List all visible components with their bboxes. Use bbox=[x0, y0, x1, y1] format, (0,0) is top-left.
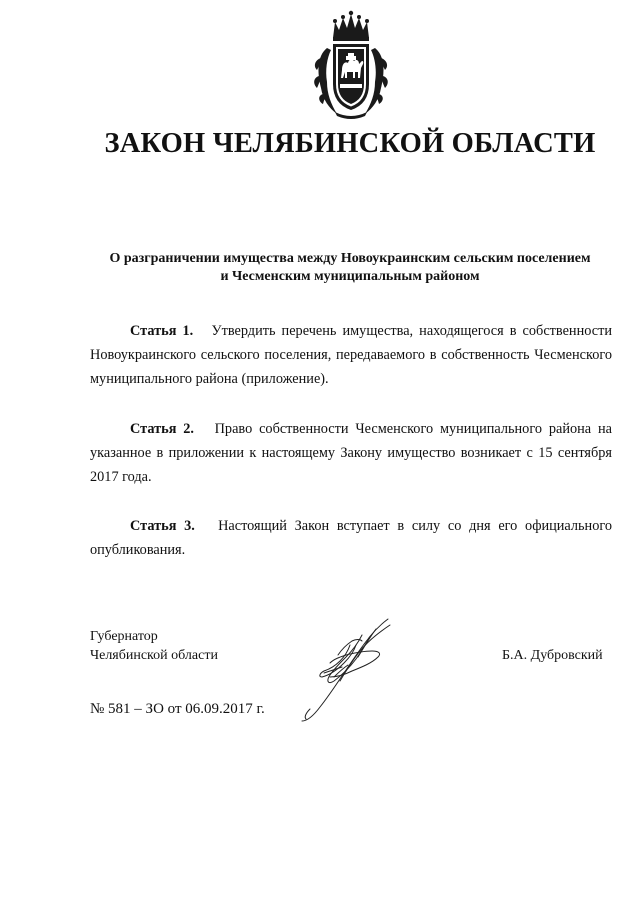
handwritten-signature bbox=[290, 615, 402, 725]
article-first-line bbox=[90, 319, 612, 343]
signatory-position bbox=[90, 627, 218, 665]
article-text-line: указанное в приложении к настоящему Закону имущество возникает с 15 сентября bbox=[90, 445, 612, 461]
article-text-line: Новоукраинского сельского поселения, передаваемого в собственность Чесменского bbox=[90, 347, 612, 363]
article-label: Статья 2. bbox=[130, 421, 195, 437]
article-text: Настоящий Закон вступает в силу со дня его официального bbox=[218, 518, 612, 534]
article-first-line bbox=[90, 417, 612, 441]
law-subject bbox=[60, 250, 640, 286]
article-text-line: 2017 года. bbox=[90, 469, 152, 485]
registration-number: № 581 – ЗО от 06.09.2017 г. bbox=[90, 701, 265, 717]
position-line: Челябинской области bbox=[90, 648, 218, 663]
article-text: Утвердить перечень имущества, находящегося в собственности bbox=[211, 323, 612, 339]
article-label: Статья 1. bbox=[130, 323, 194, 339]
article-text: Право собственности Чесменского муниципального района на bbox=[214, 421, 612, 437]
article-2 bbox=[90, 417, 612, 489]
article-3 bbox=[90, 514, 612, 562]
subject-line: и Чесменским муниципальным районом bbox=[220, 269, 480, 284]
article-text-line: опубликования. bbox=[90, 542, 186, 558]
signatory-name: Б.А. Дубровский bbox=[502, 648, 603, 663]
article-label: Статья 3. bbox=[130, 518, 195, 534]
subject-line: О разграничении имущества между Новоукраинским сельским поселением bbox=[109, 251, 591, 266]
document-title: ЗАКОН ЧЕЛЯБИНСКОЙ ОБЛАСТИ bbox=[104, 128, 596, 159]
coat-of-arms-emblem bbox=[311, 8, 391, 120]
article-text-line: муниципального района (приложение). bbox=[90, 371, 329, 387]
article-1 bbox=[90, 319, 612, 391]
position-line: Губернатор bbox=[90, 629, 158, 644]
article-first-line bbox=[90, 514, 612, 538]
